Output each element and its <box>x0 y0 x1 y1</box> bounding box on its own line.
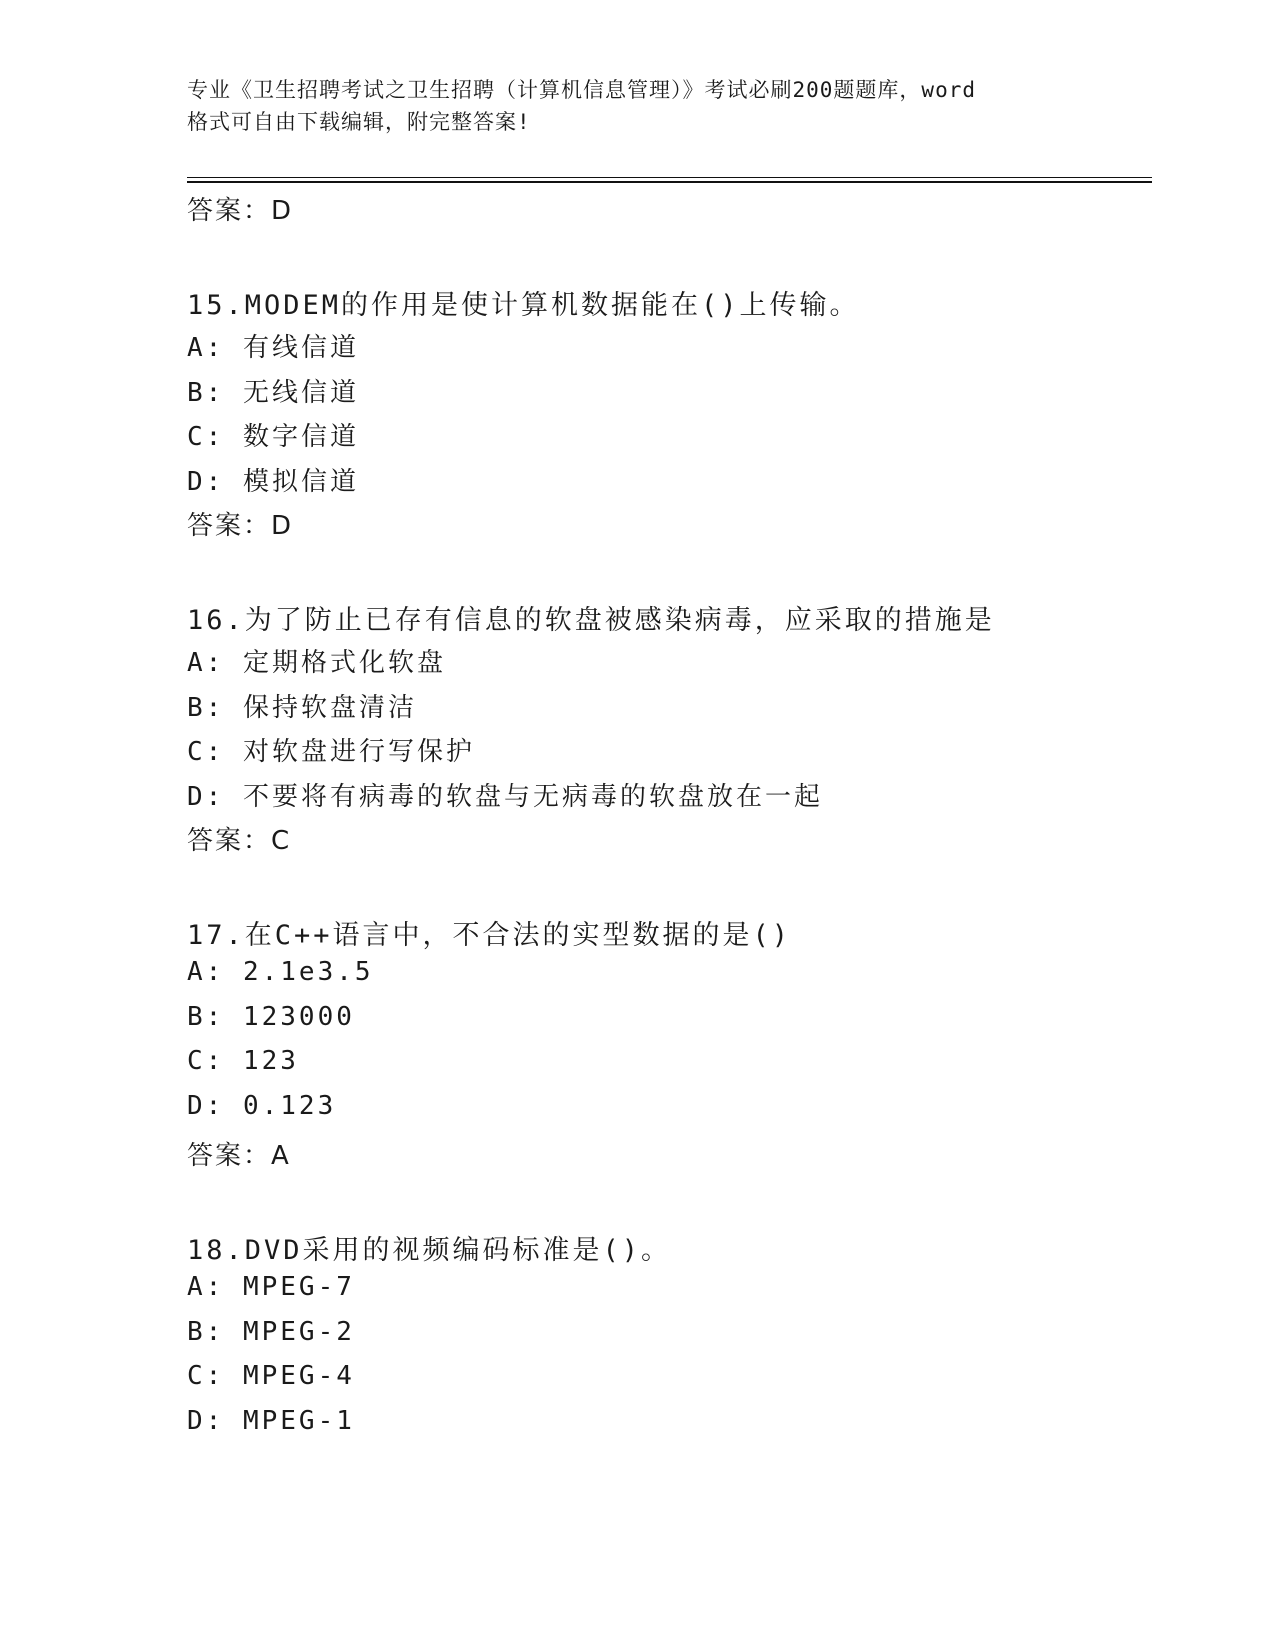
option-b: B: 保持软盘清洁 <box>187 693 417 723</box>
answer-line: 答案：A <box>187 1141 291 1171</box>
answer-line: 答案：D <box>187 511 294 541</box>
option-d: D: 不要将有病毒的软盘与无病毒的软盘放在一起 <box>187 782 823 812</box>
option-d: D: 0.123 <box>187 1091 337 1121</box>
answer-line: 答案：D <box>187 196 294 226</box>
option-b: B: 无线信道 <box>187 378 359 408</box>
question-stem: 18.DVD采用的视频编码标准是()。 <box>187 1235 672 1266</box>
option-d: D: MPEG-1 <box>187 1406 355 1436</box>
option-a: A: 定期格式化软盘 <box>187 648 446 678</box>
option-b: B: MPEG-2 <box>187 1317 355 1347</box>
option-c: C: 数字信道 <box>187 422 359 452</box>
header-line-2: 格式可自由下载编辑，附完整答案! <box>187 110 531 134</box>
option-d: D: 模拟信道 <box>187 467 359 497</box>
question-stem: 15.MODEM的作用是使计算机数据能在()上传输。 <box>187 290 860 321</box>
option-a: A: MPEG-7 <box>187 1272 355 1302</box>
header-divider-thick <box>187 181 1152 183</box>
option-a: A: 有线信道 <box>187 333 359 363</box>
option-b: B: 123000 <box>187 1002 355 1032</box>
question-stem: 16.为了防止已存有信息的软盘被感染病毒，应采取的措施是 <box>187 605 995 636</box>
option-a: A: 2.1e3.5 <box>187 957 374 987</box>
option-c: C: MPEG-4 <box>187 1361 355 1391</box>
header-line-1: 专业《卫生招聘考试之卫生招聘（计算机信息管理）》考试必刷200题题库，word <box>187 78 976 102</box>
answer-line: 答案：C <box>187 826 292 856</box>
document-header <box>187 74 1087 138</box>
option-c: C: 123 <box>187 1046 299 1076</box>
question-stem: 17.在C++语言中，不合法的实型数据的是() <box>187 920 792 951</box>
header-divider <box>187 177 1152 178</box>
option-c: C: 对软盘进行写保护 <box>187 737 475 767</box>
